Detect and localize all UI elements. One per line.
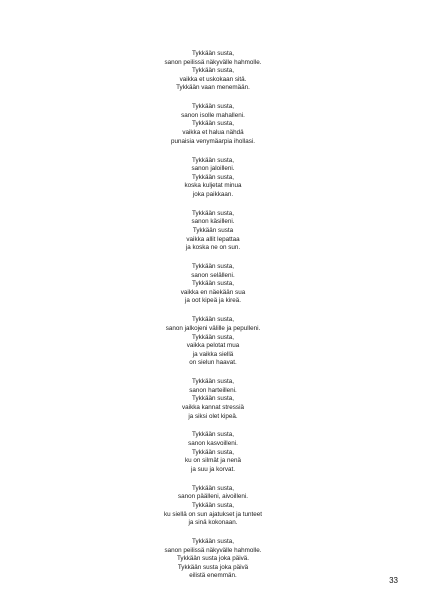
poem-stanza — [0, 378, 426, 421]
poem-line: Tykkään susta, — [192, 120, 234, 128]
poem-line: vaikka en näekään sua — [180, 288, 246, 296]
poem-line: Tykkään susta, — [192, 209, 234, 217]
poem-line: Tykkään susta, — [192, 263, 234, 271]
poem-line: Tykkään susta joka päivä — [177, 563, 249, 571]
poem-line: vaikka et uskokaan sitä. — [179, 75, 247, 83]
poem-line: ja vaikka siellä — [192, 350, 234, 358]
poem-line: on sielun haavat. — [189, 359, 237, 367]
poem-line: ja oot kipeä ja kireä. — [184, 297, 241, 305]
poem-line: ja sinä kokonaan. — [188, 519, 238, 527]
poem-line: Tykkään susta, — [192, 431, 234, 439]
poem-line: sanon jalkojeni välille ja pepulleni. — [165, 324, 261, 332]
poem-line: vaikka kannat stressiä — [182, 403, 244, 411]
poem-line: Tykkään susta, — [192, 484, 234, 492]
poem-line: sanon harteilleni. — [189, 386, 237, 394]
poem-line: Tykkään susta, — [192, 537, 234, 545]
poem-line: Tykkään susta, — [192, 280, 234, 288]
poem-line: ja suu ja korvat. — [190, 465, 236, 473]
poem-stanza — [0, 316, 426, 368]
poem-line: ja siksi olet kipeä. — [188, 412, 238, 420]
poem-line: sanon jaloilleni. — [191, 165, 235, 173]
page-number: 33 — [389, 576, 398, 585]
poem-stanza — [0, 103, 426, 146]
poem-stanza — [0, 538, 426, 581]
poem-stanza — [0, 50, 426, 93]
poem-line: punaisia venymäarpia ihollasi. — [170, 137, 255, 145]
poem-line: Tykkään susta, — [192, 67, 234, 75]
poem-line: sanon käsilleni. — [191, 218, 235, 226]
poem-line: sanon peilissä näkyvälle hahmolle. — [164, 58, 262, 66]
poem-line: Tykkään susta, — [192, 50, 234, 57]
poem-line: Tykkään susta, — [192, 378, 234, 386]
poem-stanza — [0, 263, 426, 306]
poem-line: ku on silmät ja nenä — [184, 457, 241, 465]
poem-line: sanon peilissä näkyvälle hahmolle. — [164, 546, 262, 554]
poem-line: koska kuljetat minua — [184, 182, 242, 190]
poem-stanza — [0, 485, 426, 528]
poem-line: joka paikkaan. — [192, 190, 234, 198]
poem-line: Tykkään susta, — [192, 316, 234, 324]
poem-line: eilistä enemmän. — [189, 572, 237, 580]
poem-stanza — [0, 157, 426, 200]
poem-line: sanon isolle mahalleni. — [181, 111, 245, 119]
poem-line: sanon selälleni. — [191, 271, 235, 279]
poem-line: ja koska ne on sun. — [185, 244, 241, 252]
poem-stanza — [0, 210, 426, 253]
poem-line: Tykkään susta, — [192, 448, 234, 456]
poem-line: Tykkään susta, — [192, 501, 234, 509]
poem-line: vaikka pelotat mua — [186, 342, 240, 350]
poem-line: vaikka allit lepattaa — [186, 235, 240, 243]
poem-line: Tykkään susta, — [192, 173, 234, 181]
poem-line: Tykkään susta joka päivä. — [176, 555, 250, 563]
poem-line: Tykkään susta — [192, 226, 234, 234]
poem-line: Tykkään susta, — [192, 103, 234, 111]
poem-line: Tykkään susta, — [192, 333, 234, 341]
poem-line: Tykkään vaan menemään. — [176, 84, 250, 92]
poem-line: ku siellä on sun ajatukset ja tunteet — [163, 510, 262, 518]
poem-line: Tykkään susta, — [192, 156, 234, 164]
poem-line: vaikka et halua nähdä — [182, 129, 244, 137]
poem-line: sanon kasvoilleni. — [188, 440, 238, 448]
poem-stanza — [0, 431, 426, 474]
poem-line: sanon päälleni, aivoilleni. — [177, 493, 248, 501]
poem — [0, 50, 426, 591]
poem-line: Tykkään susta, — [192, 395, 234, 403]
